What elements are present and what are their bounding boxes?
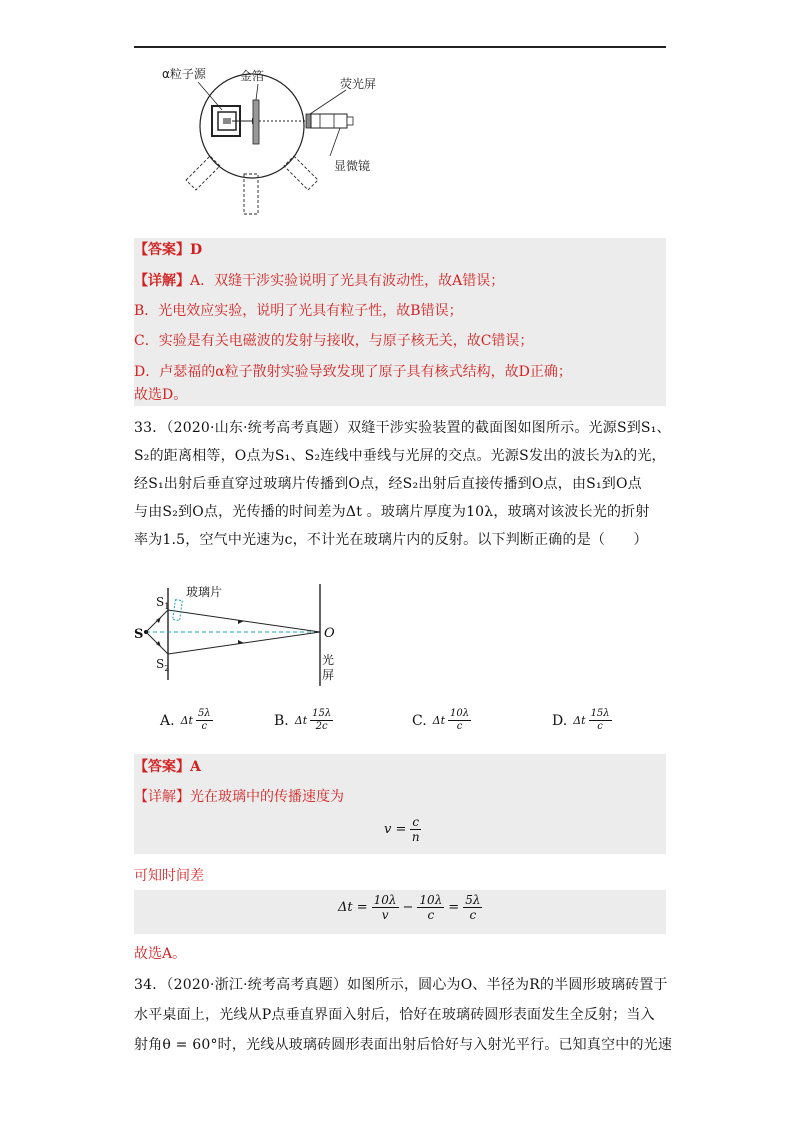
label-s2: $S_2$	[156, 657, 170, 673]
formula-time-difference: Δt = $\frac{10\lambda}{v}$ − $\frac{10\lambda}{c}$ = $\frac{5\lambda}{c}$	[338, 893, 481, 922]
rutherford-apparatus-figure	[160, 56, 400, 226]
label-screen: 荧光屏	[340, 77, 377, 91]
label-microscope: 显微镜	[334, 159, 371, 173]
q34-line-1: 34．（2020·浙江·统考高考真题）如图所示，圆心为O、半径为R的半圆形玻璃砖置于	[134, 977, 668, 993]
label-screen-1: 光	[322, 653, 335, 667]
option-b[interactable]: B. Δt $\frac{15\lambda}{2c}$	[274, 708, 332, 732]
label-gold-foil: 金箔	[240, 69, 265, 83]
q33-line-5: 率为1.5，空气中光速为c，不计光在玻璃片内的反射。以下判断正确的是（ ）	[134, 532, 648, 548]
q34-line-3: 射角θ = 60°时，光线从玻璃砖圆形表面出射后恰好与入射光平行。已知真空中的光速	[134, 1037, 673, 1053]
q33-line-2: S₂的距离相等，O点为S₁、S₂连线中垂线与光屏的交点。光源S发出的波长为λ的光，	[134, 448, 666, 464]
fluorescent-screen	[306, 114, 311, 128]
prev-conclusion: 故选D。	[134, 387, 188, 403]
label-alpha-source: α粒子源	[162, 67, 206, 81]
glass-slide	[173, 600, 183, 621]
label-o: O	[324, 626, 335, 641]
q33-detail: 【详解】光在玻璃中的传播速度为	[134, 789, 344, 805]
microscope	[311, 114, 347, 128]
double-slit-figure	[134, 580, 364, 690]
q33-mid-text: 可知时间差	[134, 868, 204, 884]
q34-line-2: 水平桌面上，光线从P点垂直界面入射后，恰好在玻璃砖圆形表面发生全反射；当入	[134, 1007, 655, 1023]
formula-velocity: v = $\frac{c}{n}$	[384, 815, 420, 844]
q33-conclusion: 故选A。	[134, 946, 187, 962]
prev-detail-tag: 【详解】	[134, 273, 190, 289]
option-a[interactable]: A. Δt $\frac{5\lambda}{c}$	[160, 708, 211, 732]
prev-detail-line-4: D．卢瑟福的α粒子散射实验导致发现了原子具有核式结构，故D正确；	[134, 364, 572, 380]
option-a-label: A.	[160, 712, 175, 729]
vacuum-chamber	[200, 74, 304, 178]
q33-answer: 【答案】A	[134, 759, 201, 775]
prev-answer: 【答案】D	[134, 242, 203, 258]
option-c-label: C.	[412, 712, 427, 729]
q33-line-4: 与由S₂到O点，光传播的时间差为Δt 。玻璃片厚度为10λ，玻璃对该波长光的折射	[134, 504, 650, 520]
q33-line-3: 经S₁出射后垂直穿过玻璃片传播到O点，经S₂出射后直接传播到O点，由S₁到O点	[134, 476, 642, 492]
label-screen-2: 屏	[322, 668, 335, 682]
label-s: S	[134, 627, 144, 642]
prev-detail-text-1: A．双缝干涉实验说明了光具有波动性，故A错误；	[190, 273, 505, 289]
header-rule	[134, 46, 666, 48]
prev-detail-line-3: C．实验是有关电磁波的发射与接收，与原子核无关，故C错误；	[134, 333, 534, 349]
option-d[interactable]: D. Δt $\frac{15\lambda}{c}$	[552, 708, 610, 732]
prev-detail-line-1	[134, 271, 666, 291]
question-33-text	[134, 414, 671, 554]
option-c[interactable]: C. Δt $\frac{10\lambda}{c}$	[412, 708, 470, 732]
label-s1: $S_1$	[156, 595, 170, 611]
question-34-text	[134, 970, 673, 1060]
label-glass: 玻璃片	[186, 585, 223, 599]
gold-foil	[253, 100, 259, 144]
q33-line-1: 33．（2020·山东·统考高考真题）双缝干涉实验装置的截面图如图所示。光源S到S₁、	[134, 420, 671, 436]
option-d-label: D.	[552, 712, 568, 729]
option-b-label: B.	[274, 712, 289, 729]
prev-detail-line-2: B．光电效应实验，说明了光具有粒子性，故B错误；	[134, 303, 463, 319]
